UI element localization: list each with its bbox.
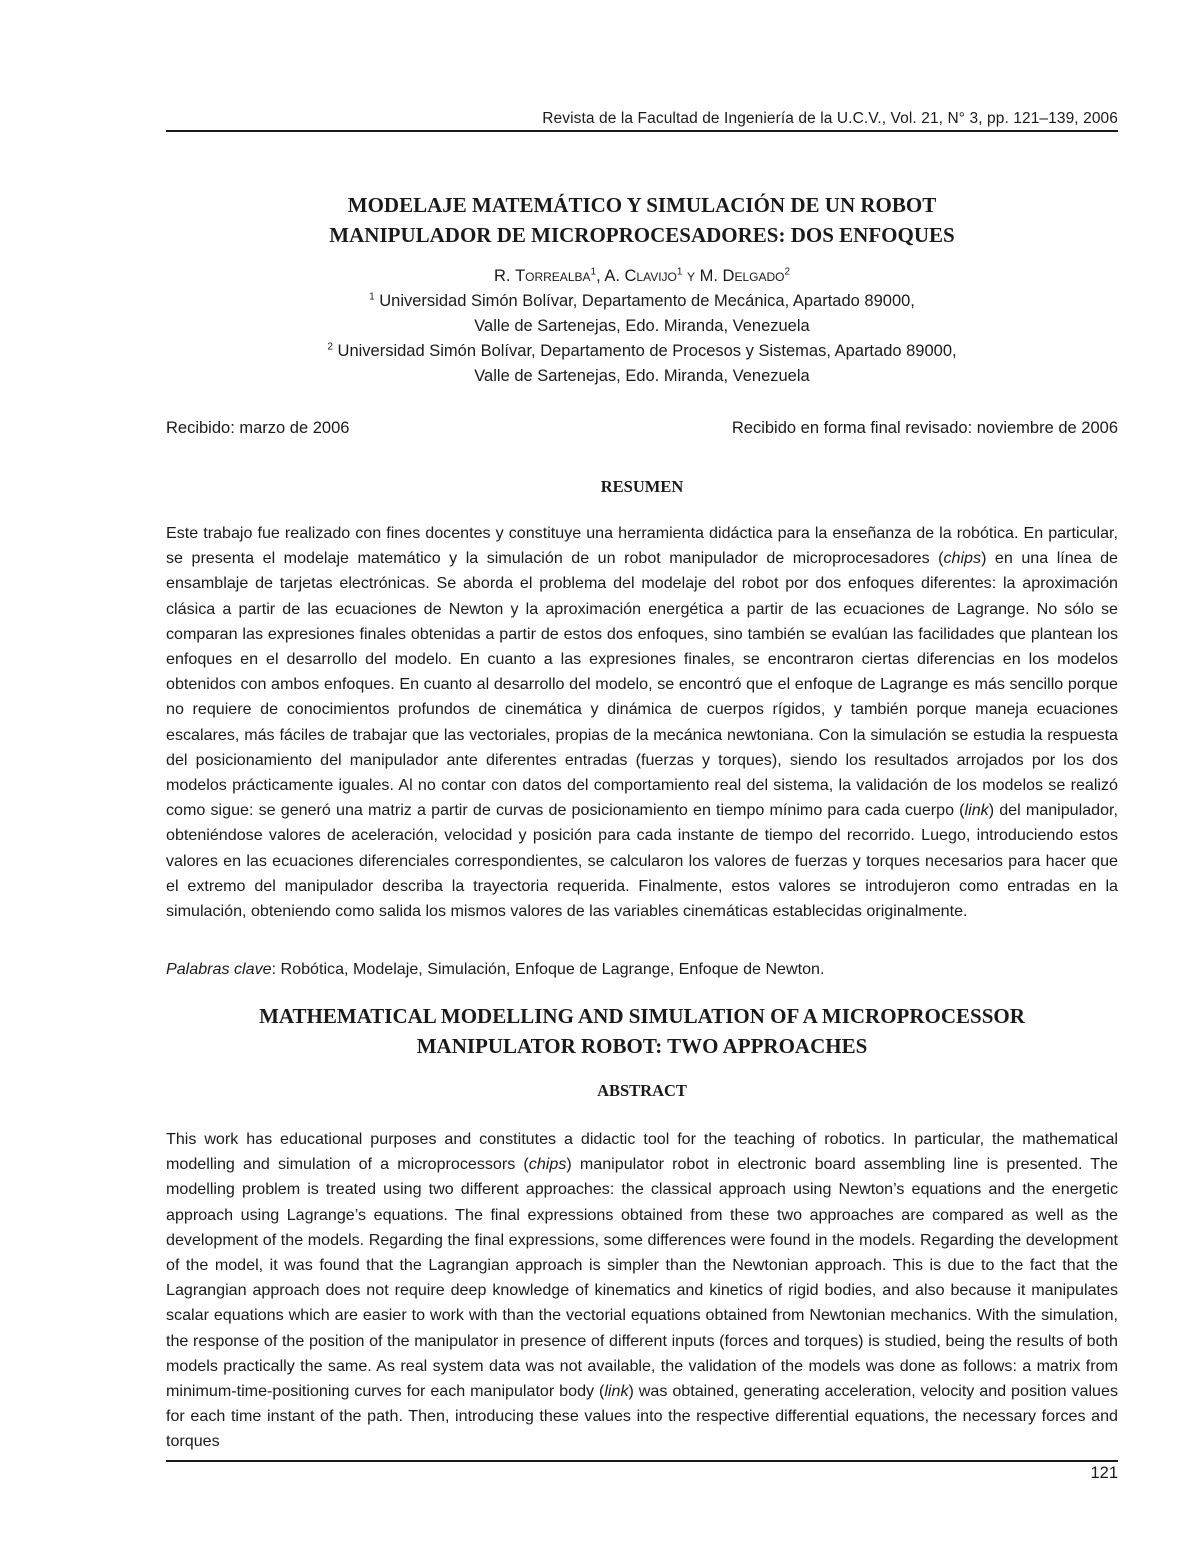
article-title-es-line-1: MODELAJE MATEMÁTICO Y SIMULACIÓN DE UN ROBOT [347,193,937,217]
article-title-en [166,1001,1118,1061]
author-name: Clavijo [624,267,677,285]
keywords-label: Palabras clave [166,960,272,978]
running-head: Revista de la Facultad de Ingeniería de la U.C.V., Vol. 21, N° 3, pp. 121–139, 2006 [542,110,1118,127]
affiliation-1-address: Valle de Sartenejas, Edo. Miranda, Venezuela [474,317,810,335]
resumen-body: Este trabajo fue realizado con fines docentes y constituye una herramienta didáctica para la enseñanza de la robótica. En particular, se presenta el modelaje matemático y la simulación de un robot manipulador de microprocesadores (chips) en una línea de ensamblaje de tarjetas electrónicas. Se aborda el problema del modelaje del robot por dos enfoques diferentes: la aproximación clásica a partir de las ecuaciones de Newton y la aproximación energética a partir de las ecuaciones de Lagrange. No sólo se comparan las expresiones finales obtenidas a partir de estos dos enfoques, sino también se evalúan las facilidades que plantean los enfoques en el desarrollo del modelo. En cuanto a las expresiones finales, se encontraron ciertas diferencias en los modelos obtenidos con ambos enfoques. En cuanto al desarrollo del modelo, se encontró que el enfoque de Lagrange es más sencillo porque no requiere de conocimientos profundos de cinemática y dinámica de cuerpos rígidos, y también porque maneja ecuaciones escalares, más fáciles de trabajar que las vectoriales, propias de la mecánica newtoniana. Con la simulación se estudia la respuesta del posicionamiento del manipulador ante diferentes entradas (fuerzas y torques), siendo los resultados arrojados por los dos modelos prácticamente iguales. Al no contar con datos del comportamiento real del sistema, la validación de los modelos se realizó como sigue: se generó una matriz a partir de curvas de posicionamiento en tiempo mínimo para cada cuerpo (link) del manipulador, obteniéndose valores de aceleración, velocidad y posición para cada instante de tiempo del recorrido. Luego, introduciendo estos valores en las ecuaciones diferenciales correspondientes, se calcularon los valores de fuerzas y torques necesarios para hacer que el extremo del manipulador describa la trayectoria requerida. Finalmente, estos valores se introdujeron como entradas en la simulación, obteniendo como salida los mismos valores de las variables cinemáticas establecidas originalmente. [166,524,1118,921]
keywords: Palabras clave: Robótica, Modelaje, Simulación, Enfoque de Lagrange, Enfoque de Newton. [166,960,825,978]
article-title-es-line-2: MANIPULADOR DE MICROPROCESADORES: DOS ENFOQUES [329,223,955,247]
resumen-heading: RESUMEN [600,477,684,496]
abstract-heading: ABSTRACT [597,1081,687,1100]
article-title-en-line-2: MANIPULATOR ROBOT: TWO APPROACHES [416,1034,868,1058]
author-block [166,264,1118,389]
affiliation-2: $^2$ Universidad Simón Bolívar, Departamento de Procesos y Sistemas, Apartado 89000, [327,341,957,360]
author-name: Delgado [722,267,785,285]
affiliation-2-address: Valle de Sartenejas, Edo. Miranda, Venezuela [474,367,810,385]
received-date: Recibido: marzo de 2006 [166,419,350,437]
article-title-es [166,190,1118,250]
article-title-en-line-1: MATHEMATICAL MODELLING AND SIMULATION OF A MICROPROCESSOR [259,1004,1025,1028]
abstract-body: This work has educational purposes and constitutes a didactic tool for the teaching of robotics. In particular, the mathematical modelling and simulation of a microprocessors (chips) manipulator robot in electronic board assembling line is presented. The modelling problem is treated using two different approaches: the classical approach using Newton’s equations and the energetic approach using Lagrange’s equations. The final expressions obtained from these two approaches are compared as well as the development of the models. Regarding the final expressions, some differences were found in the models. Regarding the development of the model, it was found that the Lagrangian approach is simpler than the Newtonian approach. This is due to the fact that the Lagrangian approach does not require deep knowledge of kinematics and kinetics of rigid bodies, and also because it manipulates scalar equations which are easier to work with than the vectorial equations obtained from Newtonian mechanics. With the simulation, the response of the position of the manipulator in presence of different inputs (forces and torques) is studied, being the results of both models practically the same. As real system data was not available, the validation of the models was done as follows: a matrix from minimum-time-positioning curves for each manipulator body (link) was obtained, generating acceleration, velocity and position values for each time instant of the path. Then, introducing these values into the respective differential equations, the necessary forces and torques [166,1130,1118,1451]
footer-rule [166,1460,1118,1462]
received-final-date: Recibido en forma final revisado: noviembre de 2006 [731,419,1118,437]
author-name: Torrealba [515,267,591,285]
author-list: R. Torrealba$^1$, A. Clavijo$^1$ y M. Delgado$^2$ [493,266,791,285]
affiliation-1: $^1$ Universidad Simón Bolívar, Departamento de Mecánica, Apartado 89000, [369,291,915,310]
header-rule [166,130,1118,132]
page-number: 121 [1090,1464,1118,1482]
